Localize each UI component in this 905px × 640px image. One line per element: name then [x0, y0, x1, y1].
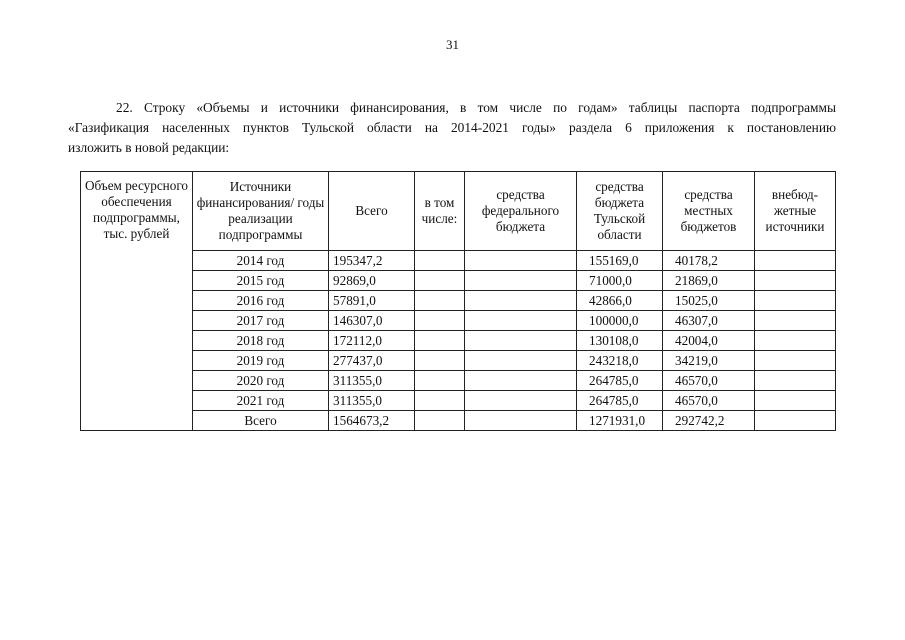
cell-total: 311355,0: [329, 391, 415, 411]
cell-regional: 130108,0: [577, 331, 663, 351]
cell-including: [415, 351, 465, 371]
cell-year: 2019 год: [193, 351, 329, 371]
cell-including: [415, 371, 465, 391]
table-row: [81, 411, 836, 431]
page-number: 31: [446, 37, 459, 52]
header-extra: внебюд-жетные источники: [755, 172, 836, 251]
cell-regional: 1271931,0: [577, 411, 663, 431]
header-including: в том числе:: [415, 172, 465, 251]
table-row: [81, 391, 836, 411]
header-total: Всего: [329, 172, 415, 251]
cell-including: [415, 411, 465, 431]
cell-federal: [465, 331, 577, 351]
cell-federal: [465, 391, 577, 411]
cell-regional: 155169,0: [577, 251, 663, 271]
cell-including: [415, 291, 465, 311]
cell-extra: [755, 251, 836, 271]
cell-including: [415, 251, 465, 271]
cell-local: 40178,2: [663, 251, 755, 271]
cell-total: 277437,0: [329, 351, 415, 371]
cell-local: 34219,0: [663, 351, 755, 371]
cell-local: 21869,0: [663, 271, 755, 291]
cell-total: 57891,0: [329, 291, 415, 311]
cell-year: 2016 год: [193, 291, 329, 311]
cell-federal: [465, 271, 577, 291]
table-row: [81, 311, 836, 331]
intro-line-3: изложить в новой редакции:: [68, 140, 230, 155]
cell-including: [415, 311, 465, 331]
cell-regional: 243218,0: [577, 351, 663, 371]
cell-year: 2015 год: [193, 271, 329, 291]
cell-local: 15025,0: [663, 291, 755, 311]
table-row: [81, 271, 836, 291]
cell-extra: [755, 411, 836, 431]
cell-extra: [755, 311, 836, 331]
cell-regional: 264785,0: [577, 391, 663, 411]
cell-extra: [755, 371, 836, 391]
cell-federal: [465, 351, 577, 371]
table-header-row: [81, 172, 836, 251]
table-row: [81, 331, 836, 351]
table-row: [81, 291, 836, 311]
cell-total: 92869,0: [329, 271, 415, 291]
cell-local: 46570,0: [663, 391, 755, 411]
intro-line-2: «Газификация населенных пунктов Тульской области на 2014-2021 годы» раздела 6 приложения к постановлению: [68, 120, 836, 135]
cell-extra: [755, 291, 836, 311]
cell-including: [415, 391, 465, 411]
table-row: [81, 371, 836, 391]
cell-year: 2018 год: [193, 331, 329, 351]
cell-extra: [755, 271, 836, 291]
cell-year: 2020 год: [193, 371, 329, 391]
cell-regional: 100000,0: [577, 311, 663, 331]
cell-regional: 264785,0: [577, 371, 663, 391]
cell-total: 146307,0: [329, 311, 415, 331]
cell-year: 2021 год: [193, 391, 329, 411]
cell-total: 172112,0: [329, 331, 415, 351]
financing-table: [80, 171, 836, 431]
cell-extra: [755, 351, 836, 371]
cell-federal: [465, 291, 577, 311]
cell-federal: [465, 371, 577, 391]
table-row: [81, 351, 836, 371]
cell-regional: 71000,0: [577, 271, 663, 291]
header-regional: средства бюджета Тульской области: [577, 172, 663, 251]
cell-local: 46570,0: [663, 371, 755, 391]
header-local: средства местных бюджетов: [663, 172, 755, 251]
cell-federal: [465, 251, 577, 271]
cell-extra: [755, 331, 836, 351]
cell-federal: [465, 411, 577, 431]
cell-year: Всего: [193, 411, 329, 431]
header-federal: средства федерального бюджета: [465, 172, 577, 251]
table-row: [81, 251, 836, 271]
cell-extra: [755, 391, 836, 411]
intro-line-1: 22. Строку «Объемы и источники финансирования, в том числе по годам» таблицы паспорта подпрограммы: [116, 100, 836, 115]
row-label-cell: Объем ресурсного обеспечения подпрограммы, тыс. рублей: [81, 172, 193, 431]
cell-year: 2014 год: [193, 251, 329, 271]
cell-local: 292742,2: [663, 411, 755, 431]
cell-including: [415, 331, 465, 351]
header-sources: Источники финансирования/ годы реализации подпрограммы: [193, 172, 329, 251]
cell-total: 195347,2: [329, 251, 415, 271]
cell-including: [415, 271, 465, 291]
cell-federal: [465, 311, 577, 331]
intro-paragraph: [68, 98, 836, 158]
cell-regional: 42866,0: [577, 291, 663, 311]
cell-total: 311355,0: [329, 371, 415, 391]
cell-local: 46307,0: [663, 311, 755, 331]
cell-year: 2017 год: [193, 311, 329, 331]
cell-local: 42004,0: [663, 331, 755, 351]
cell-total: 1564673,2: [329, 411, 415, 431]
